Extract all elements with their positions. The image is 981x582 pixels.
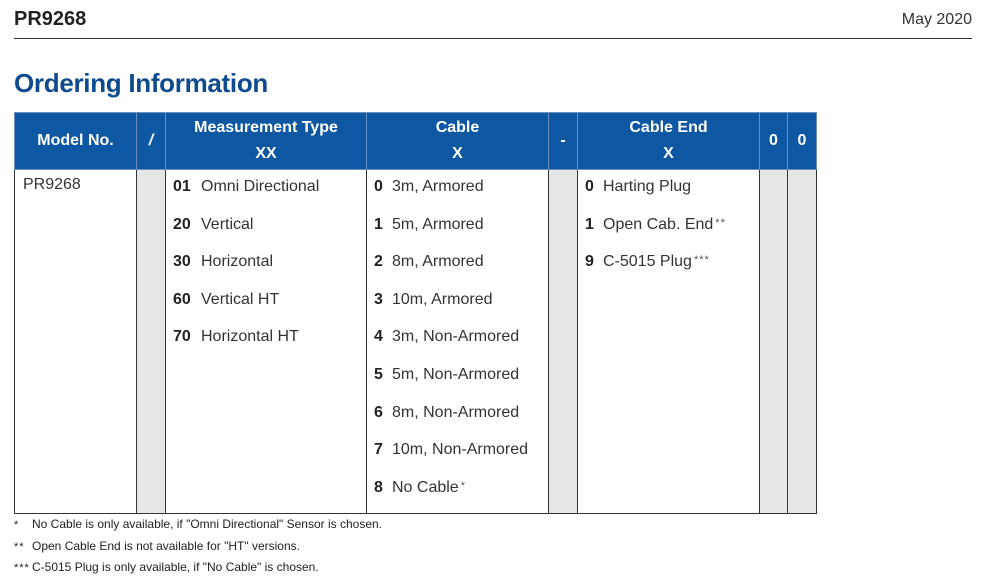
option-item [374,363,548,401]
header-measurement-code: XX [255,145,277,162]
option-code: 30 [173,253,191,271]
table-body-row [15,170,817,514]
header-measurement-type [166,113,367,170]
option-code: 2 [374,253,383,271]
option-item [173,213,366,251]
footnote-text: No Cable is only available, if "Omni Directional" Sensor is chosen. [32,517,383,531]
footnote-marker: ** [715,216,726,229]
option-label: 5m, Armored [392,215,484,233]
footnote-mark: * [14,519,20,531]
option-code: 0 [374,178,383,195]
option-code: 60 [173,290,191,308]
option-item [173,325,366,363]
option-label: 8m, Armored [392,253,484,271]
ordering-table-container [14,112,817,514]
option-code: 0 [585,178,594,195]
option-item [173,175,366,213]
option-item [374,476,548,514]
zero-1-spacer-cell [760,170,788,514]
footnote-text: Open Cable End is not available for "HT" versions. [32,538,300,553]
option-code: 9 [585,253,594,271]
header-measurement-title: Measurement Type [194,119,338,136]
header-cable-title: Cable [435,119,480,136]
footnote [14,537,382,559]
option-item [173,250,366,288]
option-code: 6 [374,403,383,421]
option-label: 5m, Non-Armored [392,365,520,383]
footnote [14,558,382,580]
slash-spacer-cell [137,170,166,514]
option-item [374,250,548,288]
header-model-no: Model No. [15,113,137,170]
model-value-cell: PR9268 [15,170,137,514]
option-code: 7 [374,441,383,459]
footnote-marker: * [460,479,466,492]
cable-options-list [367,170,548,513]
option-label: Omni Directional [201,178,320,195]
footnotes [14,515,382,580]
option-code: 70 [173,328,191,346]
option-label: No Cable [392,478,459,496]
header-cable-end-code: X [663,145,674,162]
option-code: 1 [374,215,383,233]
option-item [374,325,548,363]
table-header-row [15,113,817,170]
footnote-mark: ** [14,540,25,553]
header-zero-2: 0 [788,113,817,170]
footnote-mark: *** [14,562,30,574]
cable-end-options-cell [578,170,760,514]
option-code: 1 [585,215,594,233]
option-item [585,213,759,251]
cable-end-options-list [578,170,759,288]
footnote [14,515,382,537]
footnote-marker: *** [693,254,710,267]
header-cable [367,113,549,170]
header-zero-1: 0 [760,113,788,170]
option-code: 5 [374,365,383,383]
cable-options-cell [367,170,549,514]
option-label: Harting Plug [603,178,692,195]
option-item [374,401,548,439]
option-code: 3 [374,290,383,308]
header-cable-code: X [452,145,463,162]
option-item [374,438,548,476]
option-item [173,288,366,326]
option-label: C-5015 Plug [603,253,692,271]
page-header [14,6,972,39]
option-label: 10m, Armored [392,290,493,308]
option-label: Horizontal HT [201,328,299,346]
header-dash: - [549,113,578,170]
option-item [374,213,548,251]
option-label: Horizontal [201,253,274,271]
header-slash: / [137,113,166,170]
footnote-text: C-5015 Plug is only available, if "No Cable" is chosen. [32,560,319,574]
option-code: 01 [173,178,191,195]
option-label: 3m, Armored [392,178,484,195]
document-date: May 2020 [901,11,972,28]
option-label: 3m, Non-Armored [392,328,520,346]
option-label: Vertical HT [201,290,280,308]
option-code: 4 [374,328,383,346]
dash-spacer-cell [549,170,578,514]
section-title: Ordering Information [14,68,269,98]
option-item [585,175,759,213]
option-item [585,250,759,288]
option-label: Vertical [201,215,254,233]
option-code: 8 [374,478,383,496]
measurement-options-cell [166,170,367,514]
ordering-table [14,112,817,514]
header-cable-end-title: Cable End [629,119,708,136]
option-item [374,288,548,326]
option-label: 8m, Non-Armored [392,403,520,421]
option-code: 20 [173,215,191,233]
option-label: 10m, Non-Armored [392,441,529,459]
document-id: PR9268 [14,8,87,30]
option-item [374,175,548,213]
header-cable-end [578,113,760,170]
measurement-options-list [166,170,366,363]
option-label: Open Cab. End [603,215,714,233]
zero-2-spacer-cell [788,170,817,514]
